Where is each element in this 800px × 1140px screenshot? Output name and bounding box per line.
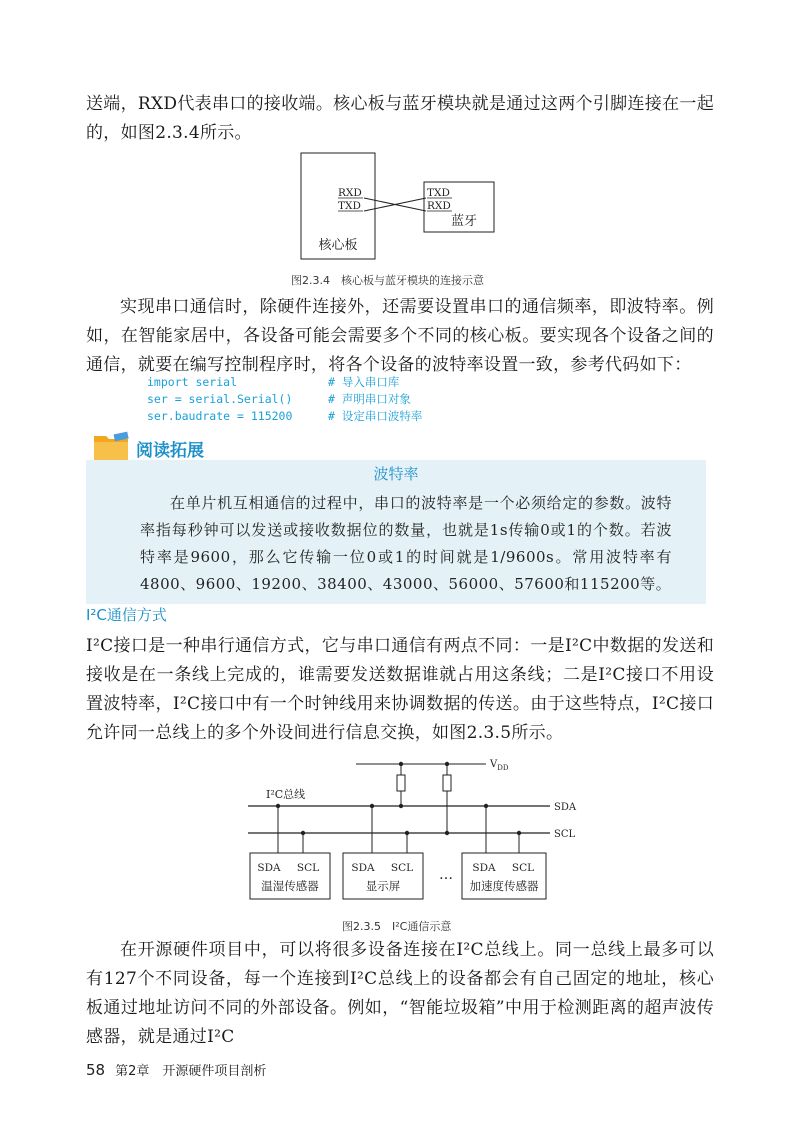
folder-icon [92, 430, 132, 462]
svg-text:SDA: SDA [351, 862, 375, 874]
paragraph-4: 在开源硬件项目中，可以将很多设备连接在I²C总线上。同一总线上最多可以有127个不同设备，每一个连接到I²C总线上的设备都会有自己固定的地址，核心板通过地址访问不同的外部设备。例如，“智能垃圾箱”中用于检测距离的超声波传感器，就是通过I²C [86, 940, 714, 1047]
reading-extension-box [86, 460, 706, 604]
code-line: import serial # 导入串口库 [147, 375, 400, 389]
scl-label: SCL [554, 829, 576, 840]
figure-core-bluetooth [290, 148, 510, 270]
svg-text:加速度传感器: 加速度传感器 [469, 879, 539, 893]
chapter-title: 第2章 开源硬件项目剖析 [115, 1064, 267, 1079]
figure-i2c-bus [240, 755, 600, 905]
svg-text:SDA: SDA [257, 862, 281, 874]
device-ellipsis: … [439, 867, 453, 883]
svg-text:SCL: SCL [511, 862, 535, 874]
paragraph-2: 实现串口通信时，除硬件连接外，还需要设置串口的通信频率，即波特率。例如，在智能家居中，各设备可能会需要多个不同的核心板。要实现各个设备之间的通信，就要在编写控制程序时，将各个设备的波特率设置一致，参考代码如下： [86, 297, 714, 375]
code-block [147, 374, 422, 425]
paragraph-1: 送端，RXD代表串口的接收端。核心板与蓝牙模块就是通过这两个引脚连接在一起的，如图2.3.4所示。 [86, 94, 714, 143]
svg-text:SCL: SCL [296, 862, 320, 874]
pullup-resistor-2 [443, 775, 451, 791]
svg-text:温湿传感器: 温湿传感器 [261, 879, 319, 893]
page-footer [86, 1060, 266, 1079]
pullup-resistor-1 [397, 775, 405, 791]
core-pin-txd: TXD [338, 200, 361, 212]
extension-body: 在单片机互相通信的过程中，串口的波特率是一个必须给定的参数。波特率指每秒钟可以发送或接收数据位的数量，也就是1s传输0或1的个数。若波特率是9600，那么它传输一位0或1的时间就是1/9600s。常用波特率有4800、9600、19200、38400、43000、56000、57600和115200等。 [140, 494, 672, 593]
extension-subtitle: 波特率 [373, 465, 419, 483]
svg-text:显示屏: 显示屏 [365, 879, 401, 893]
figure1-caption: 图2.3.4 核心板与蓝牙模块的连接示意 [291, 274, 484, 287]
i2c-bus-label: I²C总线 [266, 788, 306, 801]
svg-text:SDA: SDA [472, 862, 496, 874]
extension-title: 阅读拓展 [136, 441, 204, 461]
vdd-label: $V_{DD}$ [490, 759, 509, 772]
section-heading: I²C通信方式 [86, 606, 167, 624]
core-board-label: 核心板 [318, 238, 358, 253]
code-line: ser.baudrate = 115200 # 设定串口波特率 [147, 409, 423, 423]
bluetooth-label: 蓝牙 [450, 214, 478, 229]
svg-text:SCL: SCL [390, 862, 414, 874]
bt-pin-rxd: RXD [427, 200, 451, 212]
paragraph-3: I²C接口是一种串行通信方式，它与串口通信有两点不同：一是I²C中数据的发送和接收是在一条线上完成的，谁需要发送数据谁就占用这条线；二是I²C接口不用设置波特率，I²C接口中有一个时钟线用来协调数据的传送。由于这些特点，I²C接口允许同一总线上的多个外设间进行信息交换，如图2.3.5所示。 [86, 636, 714, 743]
sda-label: SDA [554, 802, 577, 813]
core-pin-rxd: RXD [338, 187, 362, 199]
code-line: ser = serial.Serial() # 声明串口对象 [147, 392, 411, 406]
bt-pin-txd: TXD [427, 187, 450, 199]
figure2-caption: 图2.3.5 I²C通信示意 [342, 920, 452, 933]
page-number: 58 [86, 1061, 106, 1079]
